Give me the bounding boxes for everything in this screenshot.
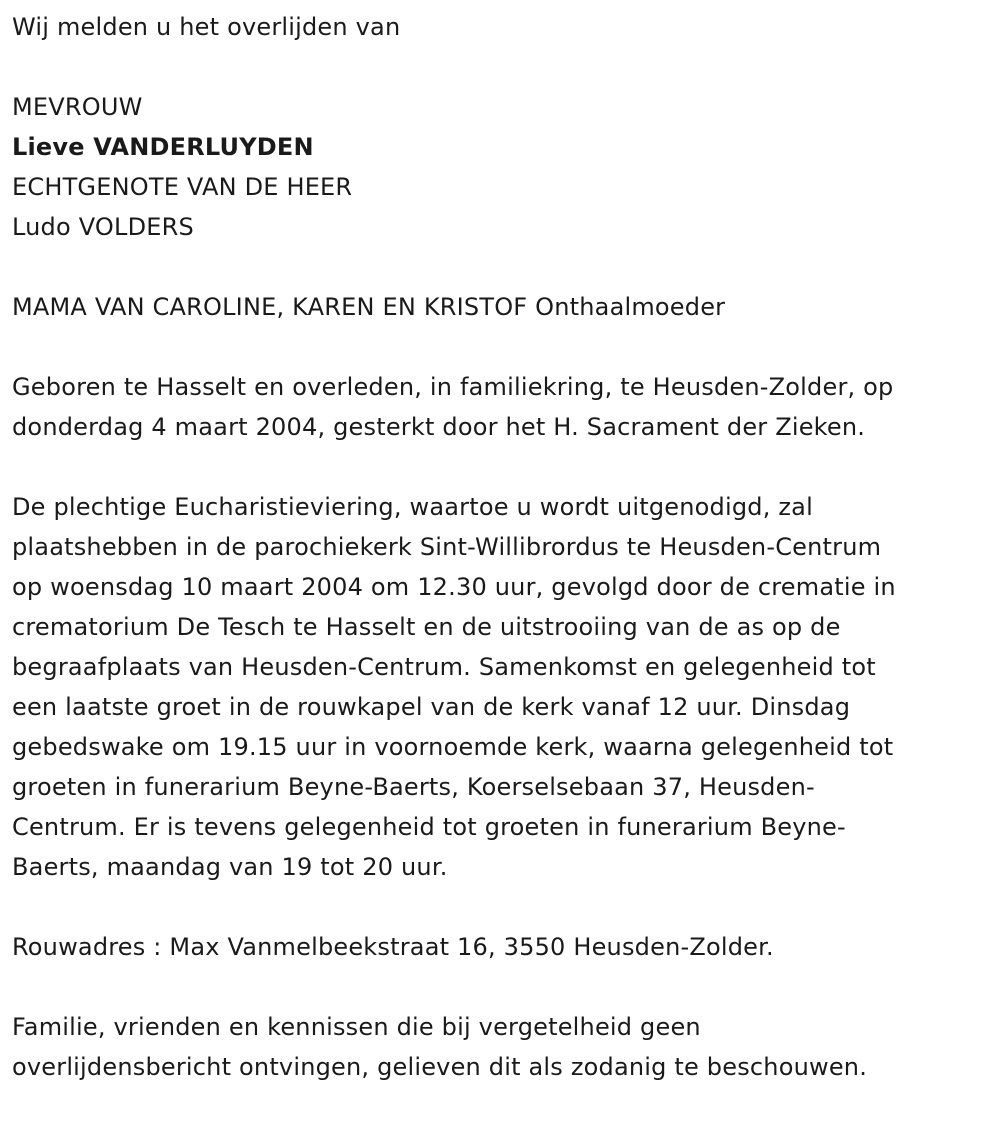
paragraph-line: op woensdag 10 maart 2004 om 12.30 uur, gevolgd door de crematie in [12,573,896,601]
paragraph-line: Baerts, maandag van 19 tot 20 uur. [12,853,448,881]
paragraph-line: plaatshebben in de parochiekerk Sint-Willibrordus te Heusden-Centrum [12,533,882,561]
mourning-address: Rouwadres : Max Vanmelbeekstraat 16, 3550 Heusden-Zolder. [12,933,774,961]
intro-text: Wij melden u het overlijden van [12,13,401,41]
deceased-name: Lieve VANDERLUYDEN [12,133,314,161]
paragraph-line: groeten in funerarium Beyne-Baerts, Koerselsebaan 37, Heusden- [12,773,815,801]
spacer [12,447,988,487]
paragraph-line: begraafplaats van Heusden-Centrum. Samenkomst en gelegenheid tot [12,653,876,681]
spacer [12,247,988,287]
spacer [12,967,988,1007]
spouse-name: Ludo VOLDERS [12,213,194,241]
paragraph-line: gebedswake om 19.15 uur in voornoemde kerk, waarna gelegenheid tot [12,733,894,761]
closing-paragraph [12,1007,988,1087]
spacer [12,887,988,927]
paragraph-line: donderdag 4 maart 2004, gesterkt door het H. Sacrament der Zieken. [12,413,866,441]
paragraph-line: overlijdensbericht ontvingen, gelieven dit als zodanig te beschouwen. [12,1053,868,1081]
paragraph-line: De plechtige Eucharistieviering, waartoe u wordt uitgenodigd, zal [12,493,813,521]
mother-line: MAMA VAN CAROLINE, KAREN EN KRISTOF Onthaalmoeder [12,293,726,321]
spacer [12,327,988,367]
ceremony-paragraph [12,487,988,887]
paragraph-line: Geboren te Hasselt en overleden, in familiekring, te Heusden-Zolder, op [12,373,894,401]
paragraph-line: Familie, vrienden en kennissen die bij vergetelheid geen [12,1013,701,1041]
paragraph-line: Centrum. Er is tevens gelegenheid tot groeten in funerarium Beyne- [12,813,846,841]
title-text: MEVROUW [12,93,143,121]
paragraph-line: crematorium De Tesch te Hasselt en de uitstrooiing van de as op de [12,613,841,641]
spacer [12,47,988,87]
paragraph-line: een laatste groet in de rouwkapel van de kerk vanaf 12 uur. Dinsdag [12,693,851,721]
spouse-label: ECHTGENOTE VAN DE HEER [12,173,353,201]
born-died-paragraph [12,367,988,447]
